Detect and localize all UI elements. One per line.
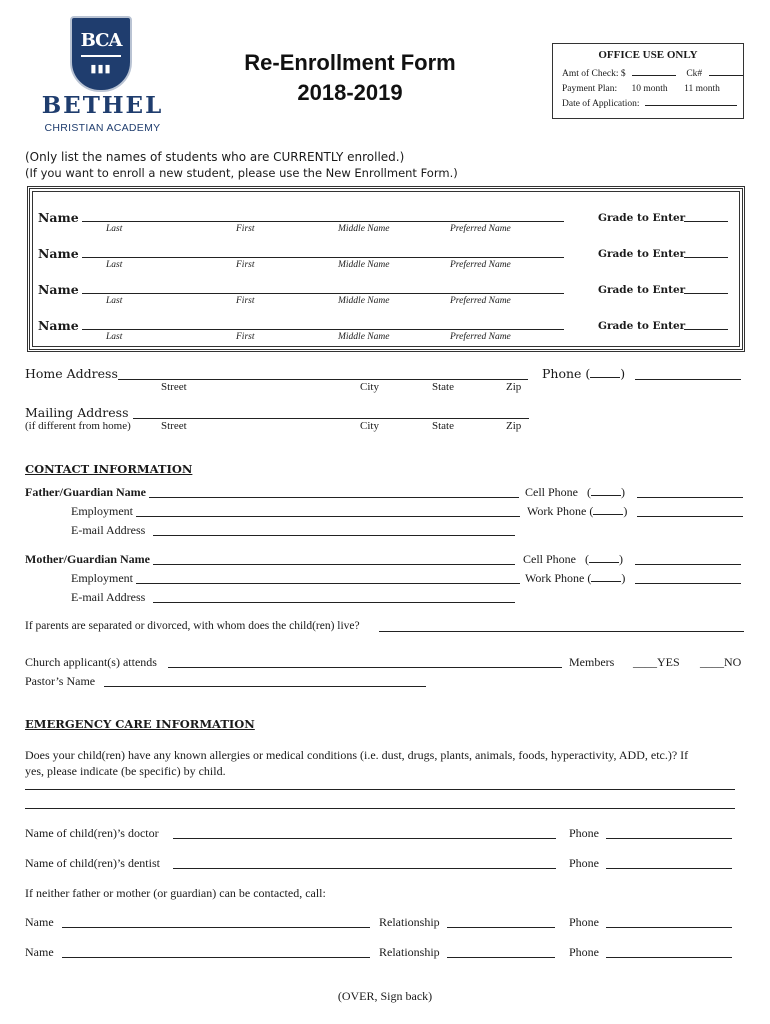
emergency-phone-label: Phone: [569, 945, 599, 959]
emergency-heading: EMERGENCY CARE INFORMATION: [25, 717, 255, 731]
mother-name-label: Mother/Guardian Name: [25, 552, 150, 566]
grade-label: Grade to Enter: [598, 284, 686, 296]
sub-first: First: [236, 332, 255, 342]
emergency-name-label: Name: [25, 945, 54, 959]
logo-monogram: BCA: [80, 30, 122, 51]
student-name-label: Name: [38, 318, 79, 333]
home-state: State: [432, 381, 454, 393]
payment-plan-label: Payment Plan:: [562, 84, 618, 94]
grade-field[interactable]: [684, 329, 728, 330]
emergency-name-field[interactable]: [62, 927, 370, 928]
plan-10-month[interactable]: 10 month: [631, 84, 668, 94]
father-cell-field[interactable]: [637, 497, 743, 498]
home-address-label: Home Address: [25, 366, 118, 381]
plan-11-month[interactable]: 11 month: [684, 84, 720, 94]
home-address-field[interactable]: [118, 379, 528, 380]
mailing-address-label: Mailing Address: [25, 405, 129, 420]
grade-label: Grade to Enter: [598, 320, 686, 332]
sub-middle: Middle Name: [338, 296, 390, 306]
sub-preferred: Preferred Name: [450, 332, 511, 342]
mother-name-field[interactable]: [153, 564, 515, 565]
dentist-field[interactable]: [173, 868, 556, 869]
mailing-zip: Zip: [506, 420, 522, 432]
student-name-label: Name: [38, 282, 79, 297]
mailing-state: State: [432, 420, 454, 432]
form-year: 2018-2019: [297, 80, 403, 105]
father-name-field[interactable]: [149, 497, 519, 498]
student-name-field[interactable]: [82, 221, 564, 222]
pastor-label: Pastor’s Name: [25, 674, 96, 688]
father-employment-field[interactable]: [136, 516, 520, 517]
sub-first: First: [236, 260, 255, 270]
student-name-field[interactable]: [82, 293, 564, 294]
sub-first: First: [236, 296, 255, 306]
dentist-phone-field[interactable]: [606, 868, 732, 869]
note-new: (If you want to enroll a new student, please use the New Enrollment Form.): [25, 166, 458, 180]
office-amt-row: [562, 69, 743, 79]
father-work-field[interactable]: [637, 516, 743, 517]
dentist-label: Name of child(ren)’s dentist: [25, 856, 160, 870]
student-name-label: Name: [38, 210, 79, 225]
home-street: Street: [161, 381, 187, 393]
mother-cell-field[interactable]: [635, 564, 741, 565]
ck-field[interactable]: [709, 75, 743, 76]
relationship-label: Relationship: [379, 915, 440, 929]
separated-question: If parents are separated or divorced, with whom does the child(ren) live?: [25, 620, 360, 632]
mailing-city: City: [360, 420, 379, 432]
sub-last: Last: [106, 296, 123, 306]
mailing-note: (if different from home): [25, 420, 131, 432]
father-email-field[interactable]: [153, 535, 515, 536]
ck-label: Ck#: [686, 69, 703, 79]
sub-first: First: [236, 224, 255, 234]
doctor-label: Name of child(ren)’s doctor: [25, 826, 159, 840]
neither-contact-label: If neither father or mother (or guardian) can be contacted, call:: [25, 886, 326, 900]
form-title: Re-Enrollment Form: [244, 50, 456, 75]
church-label: Church applicant(s) attends: [25, 655, 157, 669]
mother-employment-label: Employment: [71, 571, 133, 585]
mother-work-field[interactable]: [635, 583, 741, 584]
emergency-phone-field[interactable]: [606, 957, 732, 958]
contact-heading: CONTACT INFORMATION: [25, 462, 193, 476]
home-city: City: [360, 381, 379, 393]
emergency-phone-field[interactable]: [606, 927, 732, 928]
sub-last: Last: [106, 224, 123, 234]
members-label: Members: [569, 655, 615, 669]
sub-middle: Middle Name: [338, 224, 390, 234]
mother-employment-field[interactable]: [136, 583, 520, 584]
father-cell-label: Cell Phone ( ): [525, 485, 625, 499]
emergency-phone-label: Phone: [569, 915, 599, 929]
grade-field[interactable]: [684, 257, 728, 258]
dentist-phone-label: Phone: [569, 856, 599, 870]
sub-preferred: Preferred Name: [450, 224, 511, 234]
home-zip: Zip: [506, 381, 522, 393]
student-name-label: Name: [38, 246, 79, 261]
sub-middle: Middle Name: [338, 332, 390, 342]
allergy-question-line1: Does your child(ren) have any known allergies or medical conditions (i.e. dust, drugs, plants, animals, foods, hyperactivity, ADD, etc.)? If: [25, 748, 689, 762]
grade-label: Grade to Enter: [598, 248, 686, 260]
school-logo: [40, 14, 165, 136]
sub-middle: Middle Name: [338, 260, 390, 270]
note-current: (Only list the names of students who are CURRENTLY enrolled.): [25, 150, 405, 164]
doctor-field[interactable]: [173, 838, 556, 839]
pillars-icon: ▮▮▮: [90, 63, 112, 75]
mother-cell-label: Cell Phone ( ): [523, 552, 623, 566]
mother-email-label: E-mail Address: [71, 590, 146, 604]
mother-email-field[interactable]: [153, 602, 515, 603]
mailing-street: Street: [161, 420, 187, 432]
allergy-question-line2: yes, please indicate (be specific) by child.: [25, 764, 226, 778]
office-use-title: OFFICE USE ONLY: [598, 49, 698, 61]
grade-label: Grade to Enter: [598, 212, 686, 224]
grade-field[interactable]: [684, 293, 728, 294]
church-field[interactable]: [168, 667, 562, 668]
allergy-field[interactable]: [25, 808, 735, 809]
mother-work-label: Work Phone ( ): [525, 571, 626, 585]
office-use-box: [552, 43, 744, 119]
logo-subtitle: CHRISTIAN ACADEMY: [44, 122, 161, 134]
pastor-field[interactable]: [104, 686, 426, 687]
logo-name: BETHEL: [41, 92, 164, 119]
student-name-field[interactable]: [82, 257, 564, 258]
doctor-phone-field[interactable]: [606, 838, 732, 839]
separated-field[interactable]: [379, 631, 744, 632]
members-yes[interactable]: ____YES: [633, 655, 680, 669]
sub-last: Last: [106, 332, 123, 342]
father-work-label: Work Phone ( ): [527, 504, 628, 518]
home-phone-label: Phone ( ): [542, 366, 626, 381]
mailing-address-field[interactable]: [133, 418, 529, 419]
relationship-label: Relationship: [379, 945, 440, 959]
sub-preferred: Preferred Name: [450, 296, 511, 306]
father-employment-label: Employment: [71, 504, 133, 518]
page-footer: (OVER, Sign back): [337, 989, 433, 1003]
amt-check-field[interactable]: [632, 75, 676, 76]
doctor-phone-label: Phone: [569, 826, 599, 840]
emergency-name-field[interactable]: [62, 957, 370, 958]
amt-check-label: Amt of Check: $: [562, 69, 626, 79]
relationship-field[interactable]: [447, 957, 555, 958]
shield-emblem: [70, 16, 132, 92]
office-plan-row: [562, 84, 720, 94]
members-no[interactable]: ____NO: [700, 655, 742, 669]
students-box: [27, 186, 745, 352]
relationship-field[interactable]: [447, 927, 555, 928]
father-name-label: Father/Guardian Name: [25, 485, 146, 499]
emergency-name-label: Name: [25, 915, 54, 929]
home-phone-field[interactable]: [635, 379, 741, 380]
date-application-field[interactable]: [645, 105, 737, 106]
office-date-row: [562, 99, 737, 109]
student-name-field[interactable]: [82, 329, 564, 330]
grade-field[interactable]: [684, 221, 728, 222]
allergy-field[interactable]: [25, 789, 735, 790]
father-email-label: E-mail Address: [71, 523, 146, 537]
date-application-label: Date of Application:: [562, 99, 640, 109]
logo-bar: [81, 55, 121, 57]
sub-last: Last: [106, 260, 123, 270]
sub-preferred: Preferred Name: [450, 260, 511, 270]
